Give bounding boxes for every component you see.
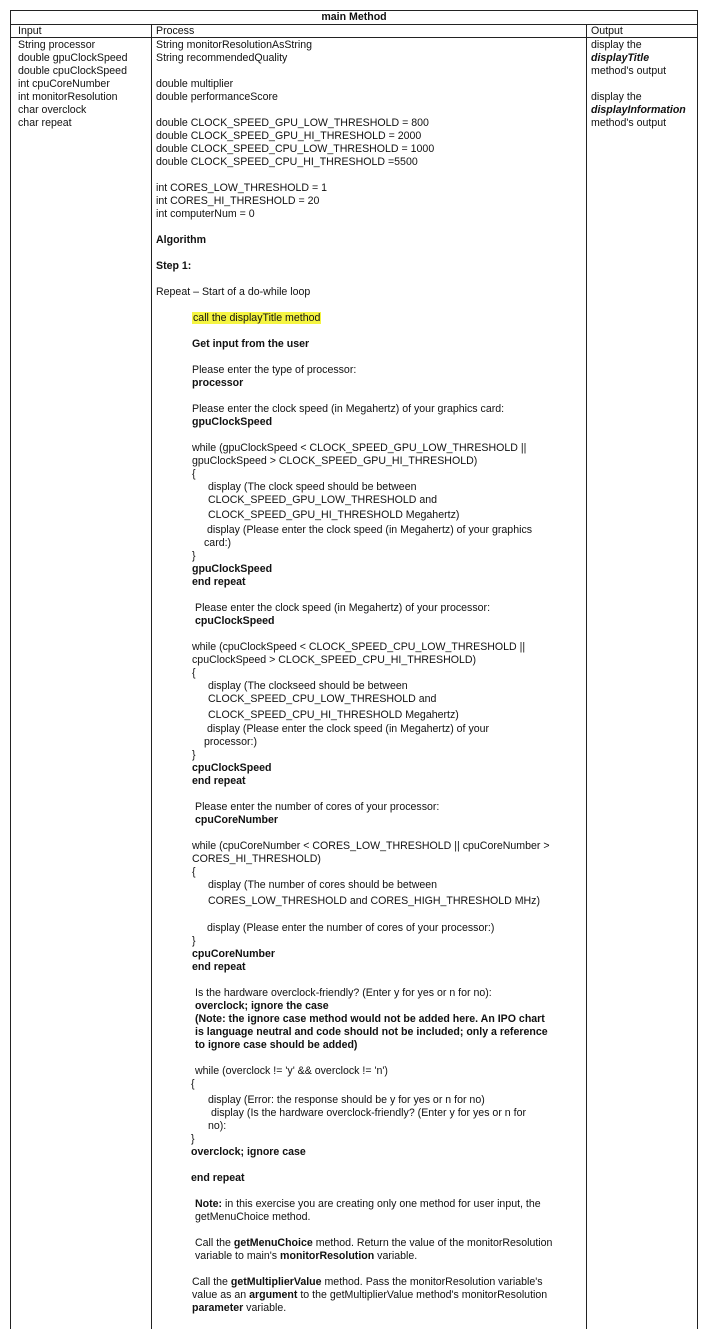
process-line: display (Please enter the number of cores of your processor:) [207,922,495,934]
process-line: display (Please enter the clock speed (in Megahertz) of your [207,723,490,735]
process-variable-read: cpuClockSpeed [195,615,275,627]
process-line: Is the hardware overclock-friendly? (Enter y for yes or n for no): [195,987,492,999]
input-item: double gpuClockSpeed [18,52,128,64]
process-variable-read: cpuCoreNumber [192,948,275,960]
process-variable-read: gpuClockSpeed [192,563,273,575]
process-line [192,1276,543,1289]
process-line: CORES_HI_THRESHOLD) [192,853,321,865]
process-line [192,1302,286,1315]
output-header: Output [591,25,623,37]
process-line: CORES_LOW_THRESHOLD and CORES_HIGH_THRESHOLD MHz) [208,895,541,907]
argument-word: argument [249,1289,298,1301]
output-method-name: displayInformation [591,104,686,116]
process-line: CLOCK_SPEED_GPU_LOW_THRESHOLD and [208,494,438,506]
process-line: } [192,550,196,562]
note-text: (Note: the ignore case method would not be added here. An IPO chart [195,1013,545,1025]
process-output-divider [586,24,587,1329]
note-label: Note: [195,1198,223,1210]
end-repeat: end repeat [192,576,246,588]
process-line: Repeat – Start of a do-while loop [156,286,311,298]
process-line: { [192,667,196,679]
call-word: Call the [192,1276,231,1288]
process-line: Please enter the clock speed (in Megahertz) of your graphics card: [192,403,505,415]
process-text: method. Return the value of the monitorResolution [312,1237,553,1249]
process-line: { [192,866,196,878]
process-line: { [191,1078,195,1090]
input-item: char overclock [18,104,87,116]
process-line: } [192,749,196,761]
process-line [195,1250,417,1263]
end-repeat: end repeat [192,775,246,787]
process-constant: double CLOCK_SPEED_CPU_HI_THRESHOLD =5500 [156,156,418,168]
process-line: display (Is the hardware overclock-friendly? (Enter y for yes or n for [211,1107,526,1119]
process-line: while (cpuClockSpeed < CLOCK_SPEED_CPU_LOW_THRESHOLD || [192,641,526,653]
process-line [195,1237,552,1250]
table-title: main Method [321,11,387,23]
input-process-divider [151,24,152,1329]
process-line: } [192,935,196,947]
variable-name: monitorResolution [280,1250,375,1262]
process-variable-read: overclock; ignore the case [195,1000,329,1012]
input-header: Input [18,25,42,37]
input-item: double cpuClockSpeed [18,65,127,77]
section-heading: Get input from the user [192,338,310,350]
process-text: variable to main's [195,1250,281,1262]
note-text: getMenuChoice method. [195,1211,311,1223]
process-variable: double performanceScore [156,91,278,103]
process-line: } [191,1133,195,1145]
process-line: processor:) [204,736,257,748]
highlighted-call-text: call the displayTitle method [193,312,321,324]
process-line: Please enter the clock speed (in Megahertz) of your processor: [195,602,491,614]
note-text: in this exercise you are creating only one method for user input, the [222,1198,541,1210]
input-item: int monitorResolution [18,91,118,103]
process-variable-read: processor [192,377,244,389]
output-text: method's output [591,65,667,77]
process-constant: double CLOCK_SPEED_GPU_LOW_THRESHOLD = 800 [156,117,429,129]
process-text: method. Pass the monitorResolution variable's [321,1276,543,1288]
process-constant: double CLOCK_SPEED_CPU_LOW_THRESHOLD = 1000 [156,143,435,155]
process-constant: int computerNum = 0 [156,208,255,220]
process-variable-read: cpuClockSpeed [192,762,272,774]
process-line: display (The number of cores should be between [208,879,438,891]
process-constant: int CORES_HI_THRESHOLD = 20 [156,195,320,207]
input-item: int cpuCoreNumber [18,78,110,90]
process-line: Please enter the number of cores of your processor: [195,801,440,813]
process-line: gpuClockSpeed > CLOCK_SPEED_GPU_HI_THRESHOLD) [192,455,478,467]
process-line: CLOCK_SPEED_CPU_LOW_THRESHOLD and [208,693,437,705]
process-text: variable. [243,1302,287,1314]
method-name: getMenuChoice [233,1237,313,1249]
output-text: method's output [591,117,667,129]
output-text: display the [591,91,642,103]
output-method-name: displayTitle [591,52,650,64]
method-name: getMultiplierValue [230,1276,322,1288]
end-repeat: end repeat [191,1172,245,1184]
table-right-border [697,10,698,1329]
process-constant: double CLOCK_SPEED_GPU_HI_THRESHOLD = 2000 [156,130,422,142]
end-repeat: end repeat [192,961,246,973]
process-constant: int CORES_LOW_THRESHOLD = 1 [156,182,328,194]
process-line: no): [208,1120,227,1132]
process-variable: String monitorResolutionAsString [156,39,313,51]
process-line: while (cpuCoreNumber < CORES_LOW_THRESHOLD || cpuCoreNumber > [192,840,550,852]
parameter-word: parameter [192,1302,244,1314]
process-line: CLOCK_SPEED_GPU_HI_THRESHOLD Megahertz) [208,509,460,521]
process-line: Please enter the type of processor: [192,364,357,376]
call-word: Call the [195,1237,234,1249]
input-item: String processor [18,39,96,51]
process-line: cpuClockSpeed > CLOCK_SPEED_CPU_HI_THRESHOLD) [192,654,477,666]
process-line: display (Please enter the clock speed (in Megahertz) of your graphics [207,524,533,536]
process-line: while (gpuClockSpeed < CLOCK_SPEED_GPU_LOW_THRESHOLD || [192,442,527,454]
algorithm-heading: Algorithm [156,234,207,246]
highlighted-call [192,312,321,325]
note-text: to ignore case should be added) [195,1039,358,1051]
process-line: display (The clockseed should be between [208,680,408,692]
process-line: display (Error: the response should be y for yes or n for no) [208,1094,485,1106]
output-text: display the [591,39,642,51]
note-text: is language neutral and code should not be included; only a reference [195,1026,548,1038]
process-header: Process [156,25,195,37]
process-variable: String recommendedQuality [156,52,288,64]
process-text: to the getMultiplierValue method's monitorResolution [297,1289,548,1301]
process-line: { [192,468,196,480]
process-line: display (The clock speed should be between [208,481,417,493]
note-paragraph [195,1198,541,1211]
process-variable-read: gpuClockSpeed [192,416,273,428]
input-item: char repeat [18,117,72,129]
step-heading: Step 1: [156,260,192,272]
table-left-border [10,10,11,1329]
process-line: while (overclock != 'y' && overclock != 'n') [195,1065,388,1077]
process-line: CLOCK_SPEED_CPU_HI_THRESHOLD Megahertz) [208,709,459,721]
process-variable: double multiplier [156,78,234,90]
process-line [192,1289,547,1302]
process-variable-read: cpuCoreNumber [195,814,278,826]
process-text: variable. [374,1250,418,1262]
process-variable-read: overclock; ignore case [191,1146,306,1158]
process-line: card:) [204,537,232,549]
process-text: value as an [192,1289,250,1301]
